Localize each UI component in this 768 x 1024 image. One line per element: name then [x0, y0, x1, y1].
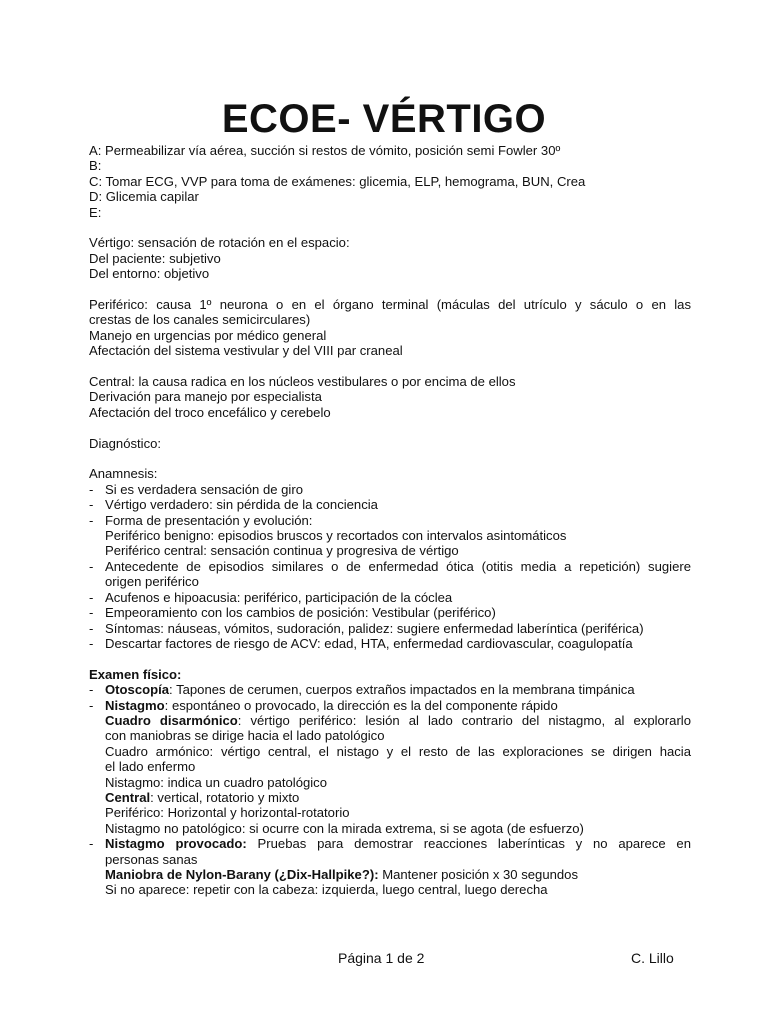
spacer [89, 420, 691, 435]
central-line-3: Afectación del troco encefálico y cerebelo [89, 404, 331, 420]
dash-bullet: - [89, 836, 94, 852]
list-item: - Forma de presentación y evolución: [89, 512, 313, 528]
dash-bullet: - [89, 682, 94, 698]
list-item: - Empeoramiento con los cambios de posición: Vestibular (periférico) [89, 605, 496, 621]
central-line-1: Central: la causa radica en los núcleos vestibulares o por encima de ellos [89, 374, 516, 390]
list-subitem: Periférico benigno: episodios bruscos y recortados con intervalos asintomáticos [105, 528, 567, 544]
examen-heading: Examen físico: [89, 666, 182, 682]
document-body [89, 143, 691, 898]
list-item: - Otoscopía: Tapones de cerumen, cuerpos extraños impactados en la membrana timpánica [89, 682, 635, 698]
list-item: - Acufenos e hipoacusia: periférico, participación de la cóclea [89, 589, 453, 605]
list-subitem: Periférico: Horizontal y horizontal-rotatorio [105, 805, 350, 821]
spacer [89, 220, 691, 235]
vertigo-objective: Del entorno: objetivo [89, 266, 210, 282]
dash-bullet: - [89, 481, 94, 497]
peripheral-line-4: Afectación del sistema vestivular y del VIII par craneal [89, 343, 403, 359]
list-subitem: con maniobras se dirige hacia el lado patológico [105, 728, 385, 744]
spacer [89, 651, 691, 666]
abcde-a: A: Permeabilizar vía aérea, succión si restos de vómito, posición semi Fowler 30º [89, 143, 561, 158]
peripheral-line-3: Manejo en urgencias por médico general [89, 327, 327, 343]
page-number: Página 1 de 2 [338, 950, 425, 966]
abcde-e: E: [89, 204, 102, 220]
spacer [89, 451, 691, 466]
dash-bullet: - [89, 620, 94, 636]
dash-bullet: - [89, 635, 94, 651]
list-subitem: Central: vertical, rotatorio y mixto [105, 789, 300, 805]
list-item: - Antecedente de episodios similares o de enfermedad ótica (otitis media a repetición) sugiere [89, 558, 691, 574]
list-subitem: Nistagmo no patológico: si ocurre con la mirada extrema, si se agota (de esfuerzo) [105, 820, 584, 836]
author-name: C. Lillo [631, 950, 674, 966]
abcde-d: D: Glicemia capilar [89, 189, 199, 205]
diagnostico-heading: Diagnóstico: [89, 435, 162, 451]
dash-bullet: - [89, 589, 94, 605]
list-item: - Si es verdadera sensación de giro [89, 481, 303, 497]
dash-bullet: - [89, 605, 94, 621]
dash-bullet: - [89, 497, 94, 513]
list-subitem: Periférico central: sensación continua y progresiva de vértigo [105, 543, 459, 559]
list-item: - Descartar factores de riesgo de ACV: edad, HTA, enfermedad cardiovascular, coagulopatía [89, 635, 633, 651]
anamnesis-heading: Anamnesis: [89, 466, 158, 482]
dash-bullet: - [89, 558, 94, 574]
peripheral-line-2: crestas de los canales semicirculares) [89, 312, 311, 328]
central-line-2: Derivación para manejo por especialista [89, 389, 322, 405]
list-item: - Nistagmo provocado: Pruebas para demostrar reacciones laberínticas y no aparece en [89, 836, 692, 852]
list-item: - Nistagmo: espontáneo o provocado, la dirección es la del componente rápido [89, 697, 558, 713]
list-subitem: Si no aparece: repetir con la cabeza: izquierda, luego central, luego derecha [105, 882, 548, 898]
list-subitem: Cuadro disarmónico: vértigo periférico: lesión al lado contrario del nistagmo, al explorarlo [105, 712, 691, 728]
list-item: - Vértigo verdadero: sin pérdida de la conciencia [89, 497, 378, 513]
list-subitem: el lado enfermo [105, 759, 196, 775]
dash-bullet: - [89, 512, 94, 528]
list-item-continuation: origen periférico [105, 574, 199, 590]
vertigo-definition: Vértigo: sensación de rotación en el espacio: [89, 235, 350, 251]
page-title: ECOE- VÉRTIGO [221, 97, 547, 141]
list-item: - Síntomas: náuseas, vómitos, sudoración, palidez: sugiere enfermedad laberíntica (periférica) [89, 620, 644, 636]
dash-bullet: - [89, 697, 94, 713]
abcde-b: B: [89, 158, 102, 174]
spacer [89, 282, 691, 297]
list-subitem: Maniobra de Nylon-Barany (¿Dix-Hallpike?): Mantener posición x 30 segundos [105, 867, 579, 882]
list-subitem: Cuadro armónico: vértigo central, el nistago y el resto de las exploraciones se dirigen hacia [105, 743, 691, 759]
vertigo-subjective: Del paciente: subjetivo [89, 250, 221, 266]
spacer [89, 359, 691, 374]
list-subitem: Nistagmo: indica un cuadro patológico [105, 774, 327, 790]
abcde-c: C: Tomar ECG, VVP para toma de exámenes: glicemia, ELP, hemograma, BUN, Crea [89, 173, 586, 189]
list-item-continuation: personas sanas [105, 851, 198, 867]
peripheral-line-1: Periférico: causa 1º neurona o en el órgano terminal (máculas del utrículo y sáculo o en las [89, 297, 691, 313]
